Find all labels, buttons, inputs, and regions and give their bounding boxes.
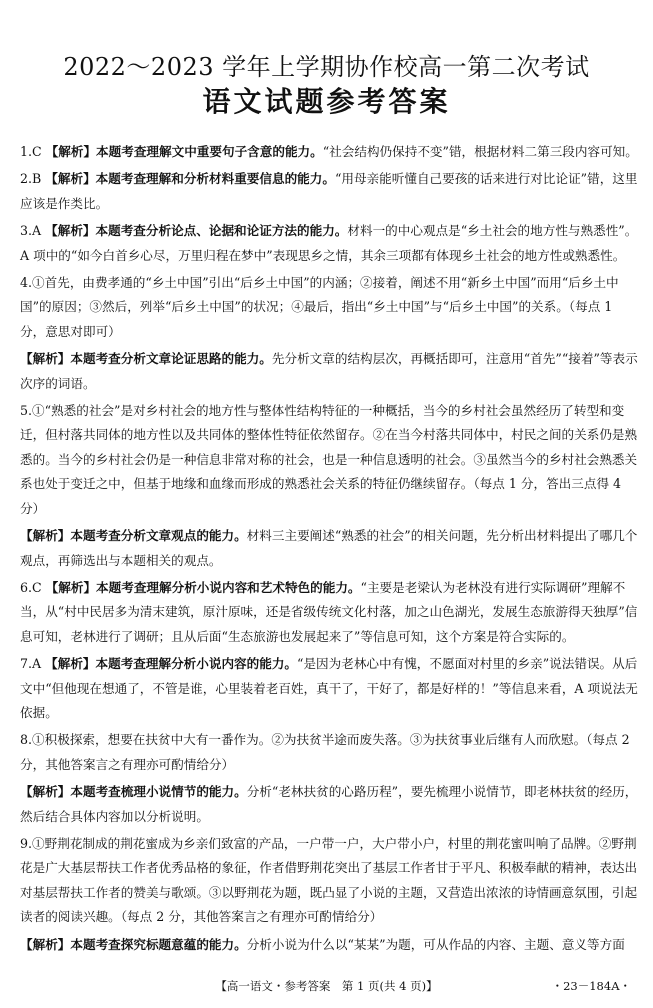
answer-item-9 [20, 832, 640, 930]
answer-list [20, 140, 640, 960]
analysis-lead: 本题考查理解文中重要句子含意的能力。 [96, 144, 323, 159]
analysis-lead: 本题考查分析文章论证思路的能力。 [70, 351, 272, 367]
analysis-lead: 本题考查理解分析小说内容和艺术特色的能力。 [96, 579, 361, 595]
analysis-tag: 【解析】 [20, 936, 71, 952]
analysis-text: 分析小说为什么以“某某”为题，可从作品的内容、主题、意义等方面 [246, 936, 625, 952]
answer-item-1 [20, 140, 640, 164]
answer-item-6 [20, 576, 640, 649]
analysis-tag: 【解析】 [20, 784, 71, 800]
answer-item-3 [20, 219, 640, 268]
answer-item-2 [20, 167, 640, 216]
item-number: 2.B [20, 171, 42, 187]
answer-text: “用母亲能听懂自己要孩的话来进行对比论证”错，这里应该是作类比。 [20, 171, 638, 211]
answer-item-8 [20, 728, 640, 777]
item-number: 4. [20, 275, 33, 291]
answer-text: ①首先，由费孝通的“乡土中国”引出“后乡土中国”的内涵；②接着，阐述不用“新乡土中国”而用“后乡土中国”的原因；③然后，列举“后乡土中国”的状况；④最后，指出“乡土中国”与“后乡土中国”的关系。（每点 1 分，意思对即可） [20, 275, 619, 339]
answer-item-5 [20, 399, 640, 521]
analysis-item-8 [20, 780, 640, 829]
analysis-tag: 【解析】 [45, 579, 97, 595]
item-number: 6.C [20, 579, 42, 595]
answer-text: 材料一的中心观点是“乡土社会的地方性与熟悉性”。A 项中的“如今白首乡心尽，万里归程在梦中”表现思乡之情，其余三项都有体现乡土社会的地方性或熟悉性。 [20, 223, 638, 263]
analysis-item-4 [20, 347, 640, 396]
analysis-lead: 本题考查理解分析小说内容的能力。 [95, 656, 298, 672]
answer-text: ①积极探索，想要在扶贫中大有一番作为。②为扶贫半途而废失落。③为扶贫事业后继有人而欣慰。（每点 2 分，其他答案言之有理亦可酌情给分） [20, 732, 630, 772]
analysis-tag: 【解析】 [45, 223, 96, 239]
analysis-lead: 本题考查分析论点、论据和论证方法的能力。 [95, 223, 348, 239]
document-subtitle: 语文试题参考答案 [202, 85, 451, 118]
answer-text: “主要是老梁认为老林没有进行实际调研”理解不当，从“村中民居多为清末建筑，原汁原味，还是省级传统文化村落，加之山色湖光，发展生态旅游得天独厚”信息可知，老林进行了调研；且从后面“生态旅游也发展起来了”等信息可知，这个方案是符合实际的。 [20, 579, 638, 644]
analysis-tag: 【解析】 [20, 528, 71, 544]
exam-title: 2022～2023 学年上学期协作校高一第二次考试 [63, 53, 590, 81]
analysis-text: 分析“老林扶贫的心路历程”，要先梳理小说情节，即老林扶贫的经历，然后结合具体内容加以分析说明。 [20, 784, 638, 824]
answer-item-7 [20, 652, 640, 725]
analysis-tag: 【解析】 [45, 171, 96, 187]
analysis-lead: 本题考查探究标题意蕴的能力。 [70, 936, 247, 952]
analysis-item-9 [20, 933, 640, 957]
item-number: 9. [20, 835, 33, 851]
footer-code: ・23－184A・ [551, 979, 631, 993]
analysis-item-5 [20, 524, 640, 573]
analysis-tag: 【解析】 [20, 351, 71, 367]
analysis-text: 先分析文章的结构层次，再概括即可，注意用“首先”“接着”等表示次序的词语。 [20, 351, 638, 391]
item-number: 8. [20, 732, 33, 748]
analysis-tag: 【解析】 [45, 656, 96, 672]
answer-item-4 [20, 271, 640, 344]
analysis-lead: 本题考查梳理小说情节的能力。 [70, 784, 247, 800]
footer-page-info: 【高一语文・参考答案 第 1 页(共 4 页)】 [215, 979, 438, 993]
analysis-text: 材料三主要阐述“熟悉的社会”的相关问题，先分析出材料提出了哪几个观点，再筛选出与本题相关的观点。 [20, 528, 638, 568]
page-footer [0, 974, 653, 998]
item-number: 5. [20, 403, 33, 419]
analysis-lead: 本题考查分析文章观点的能力。 [70, 528, 247, 544]
answer-text: ①“熟悉的社会”是对乡村社会的地方性与整体性结构特征的一种概括，当今的乡村社会虽然经历了转型和变迁，但村落共同体的地方性以及共同体的整体性特征依然留存。②在当今村落共同体中，村民之间的关系仍是熟悉的。当今的乡村社会仍是一种信息非常对称的社会，也是一种信息透明的社会。③虽然当今的乡村社会熟悉关系也处于变迁之中，但基于地缘和血缘而形成的熟悉社会关系的特征仍继续留存。（每点 1 分，答出三点得 4 分） [20, 403, 638, 516]
answer-text: “是因为老林心中有愧，不愿面对村里的乡亲”说法错误。从后文中“但他现在想通了，不管是谁，心里装着老百姓，真干了，干好了，都是好样的！”等信息来看，A 项说法无依据。 [20, 656, 638, 720]
answer-text: “社会结构仍保持不变”错，根据材料二第三段内容可知。 [322, 144, 638, 159]
item-number: 3.A [20, 223, 42, 239]
analysis-lead: 本题考查理解和分析材料重要信息的能力。 [95, 171, 335, 187]
item-number: 7.A [20, 656, 42, 672]
answer-text: ①野荆花制成的荆花蜜成为乡亲们致富的产品，一户带一户，大户带小户，村里的荆花蜜叫响了品牌。②野荆花是广大基层帮扶工作者优秀品格的象征，作者借野荆花突出了基层工作者甘于平凡、积极奉献的精神，表达出对基层帮扶工作者的赞美与歌颂。③以野荆花为题，既凸显了小说的主题，又营造出浓浓的诗情画意氛围，引起读者的阅读兴趣。（每点 2 分，其他答案言之有理亦可酌情给分） [20, 835, 638, 925]
analysis-tag: 【解析】 [45, 144, 97, 159]
item-number: 1.C [20, 144, 42, 159]
